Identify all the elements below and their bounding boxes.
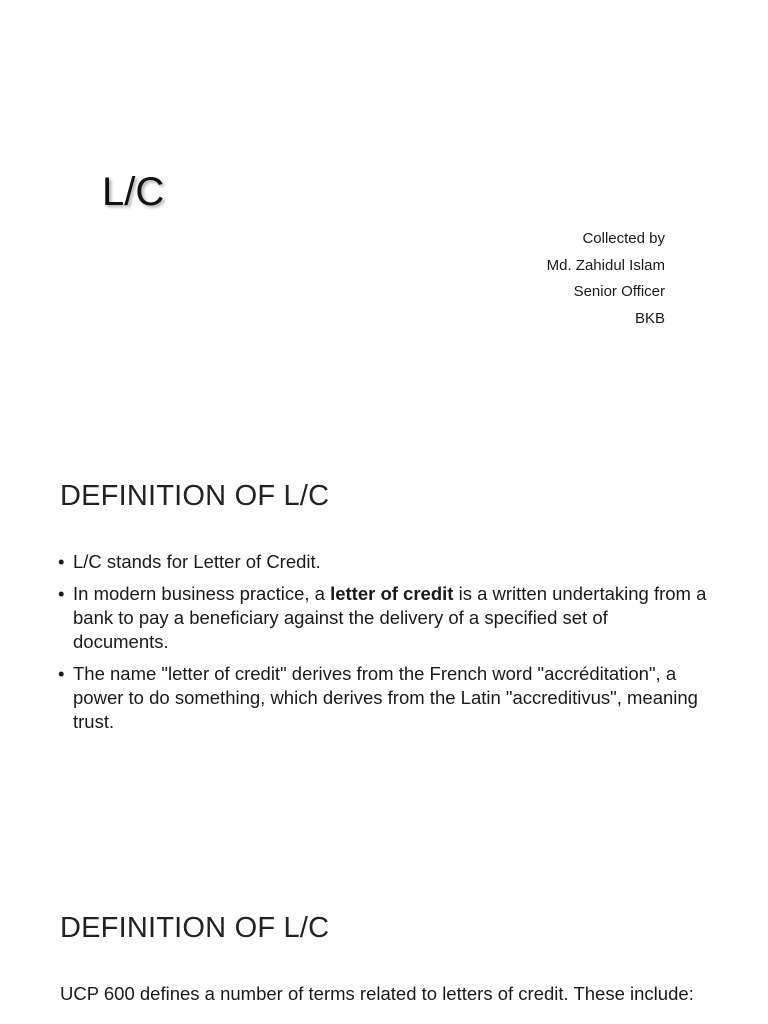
bullet-item: [58, 582, 708, 654]
slide-title: DEFINITION OF L/C: [60, 912, 330, 944]
ucp-body-text: UCP 600 defines a number of terms related to letters of credit. These include:: [60, 983, 694, 1004]
bullet-text: L/C stands for Letter of Credit.: [73, 551, 321, 572]
byline-line: Senior Officer: [573, 283, 665, 300]
bullet-item: [58, 550, 708, 574]
bullet-text: The name "letter of credit" derives from the French word "accréditation", a power to do something, which derives from the Latin "accreditivus", meaning trust.: [73, 663, 698, 732]
definition-slide: [0, 440, 768, 860]
author-byline: [547, 226, 665, 332]
bullet-text: In modern business practice, a: [73, 583, 331, 604]
bullet-icon: •: [58, 551, 65, 572]
bullet-list: [58, 550, 708, 742]
byline-line: Md. Zahidul Islam: [546, 256, 665, 274]
byline-line: Collected by: [582, 230, 665, 247]
cover-slide: [0, 0, 768, 440]
bold-term: letter of credit: [330, 583, 454, 604]
bullet-icon: •: [58, 663, 65, 684]
bullet-icon: •: [58, 583, 65, 604]
slide-title: DEFINITION OF L/C: [60, 480, 330, 512]
byline-line: BKB: [634, 309, 665, 327]
bullet-text: is a written undertaking from a bank to pay a beneficiary against the delivery of a specified set of documents.: [73, 583, 707, 652]
bullet-item: [58, 662, 708, 734]
cover-title: L/C: [102, 170, 165, 214]
ucp-slide: [0, 860, 768, 1024]
